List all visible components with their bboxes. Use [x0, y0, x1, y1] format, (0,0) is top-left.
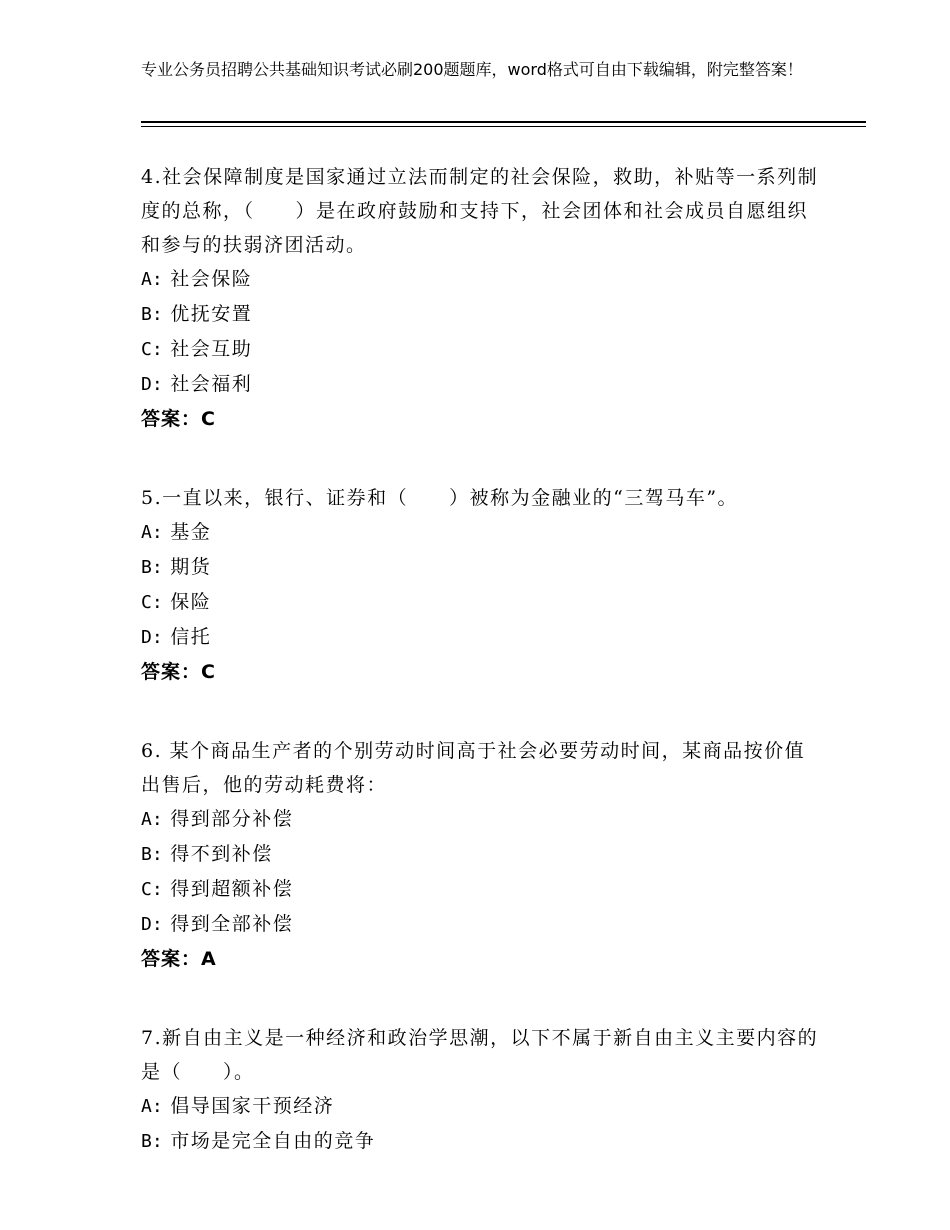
- option-a: [141, 262, 821, 297]
- option-text: 社会互助: [170, 338, 253, 360]
- option-b: [141, 1124, 821, 1159]
- question-4: [141, 160, 821, 436]
- option-d: [141, 907, 821, 942]
- question-text: 5.一直以来，银行、证券和（ ）被称为金融业的“三驾马车”。: [141, 487, 739, 509]
- question-7: [141, 1021, 821, 1159]
- question-text: 7.新自由主义是一种经济和政治学思潮，以下不属于新自由主义主要内容的是（ ）。: [141, 1027, 819, 1083]
- option-letter: B:: [141, 304, 163, 325]
- option-text: 倡导国家干预经济: [170, 1095, 335, 1117]
- option-letter: C:: [141, 592, 163, 613]
- answer-line: 答案：A: [141, 948, 217, 970]
- option-letter: B:: [141, 1131, 163, 1152]
- header-rule-thin: [141, 126, 866, 127]
- option-letter: B:: [141, 557, 163, 578]
- question-list: [141, 160, 821, 1204]
- option-letter: A:: [141, 809, 163, 830]
- option-text: 得到全部补偿: [170, 913, 294, 935]
- question-5: [141, 481, 821, 689]
- option-letter: C:: [141, 879, 163, 900]
- option-letter: B:: [141, 844, 163, 865]
- header-rule-thick: [141, 121, 866, 123]
- option-letter: A:: [141, 1096, 163, 1117]
- option-text: 得不到补偿: [170, 843, 273, 865]
- option-c: [141, 872, 821, 907]
- option-b: [141, 837, 821, 872]
- option-text: 期货: [170, 556, 212, 578]
- option-text: 信托: [170, 626, 212, 648]
- option-letter: D:: [141, 374, 163, 395]
- option-text: 得到部分补偿: [170, 808, 294, 830]
- option-a: [141, 802, 821, 837]
- option-text: 社会福利: [170, 373, 253, 395]
- option-text: 得到超额补偿: [170, 878, 294, 900]
- option-b: [141, 550, 821, 585]
- answer-line: 答案：C: [141, 408, 216, 430]
- option-c: [141, 332, 821, 367]
- option-c: [141, 585, 821, 620]
- option-letter: D:: [141, 914, 163, 935]
- option-a: [141, 1089, 821, 1124]
- option-text: 优抚安置: [170, 303, 253, 325]
- option-text: 基金: [170, 521, 212, 543]
- option-text: 保险: [170, 591, 212, 613]
- option-d: [141, 620, 821, 655]
- option-letter: A:: [141, 269, 163, 290]
- question-6: [141, 734, 821, 976]
- answer-line: 答案：C: [141, 661, 216, 683]
- option-letter: D:: [141, 627, 163, 648]
- option-letter: A:: [141, 522, 163, 543]
- document-header: 专业公务员招聘公共基础知识考试必刷200题题库，word格式可自由下载编辑，附完整答案！: [141, 60, 803, 79]
- question-text: 6. 某个商品生产者的个别劳动时间高于社会必要劳动时间，某商品按价值出售后，他的劳动耗费将：: [141, 740, 806, 796]
- option-letter: C:: [141, 339, 163, 360]
- option-d: [141, 367, 821, 402]
- question-text: 4.社会保障制度是国家通过立法而制定的社会保险，救助，补贴等一系列制度的总称，（ ）是在政府鼓励和支持下，社会团体和社会成员自愿组织和参与的扶弱济团活动。: [141, 166, 819, 256]
- option-text: 社会保险: [170, 268, 253, 290]
- option-text: 市场是完全自由的竞争: [170, 1130, 376, 1152]
- option-a: [141, 515, 821, 550]
- option-b: [141, 297, 821, 332]
